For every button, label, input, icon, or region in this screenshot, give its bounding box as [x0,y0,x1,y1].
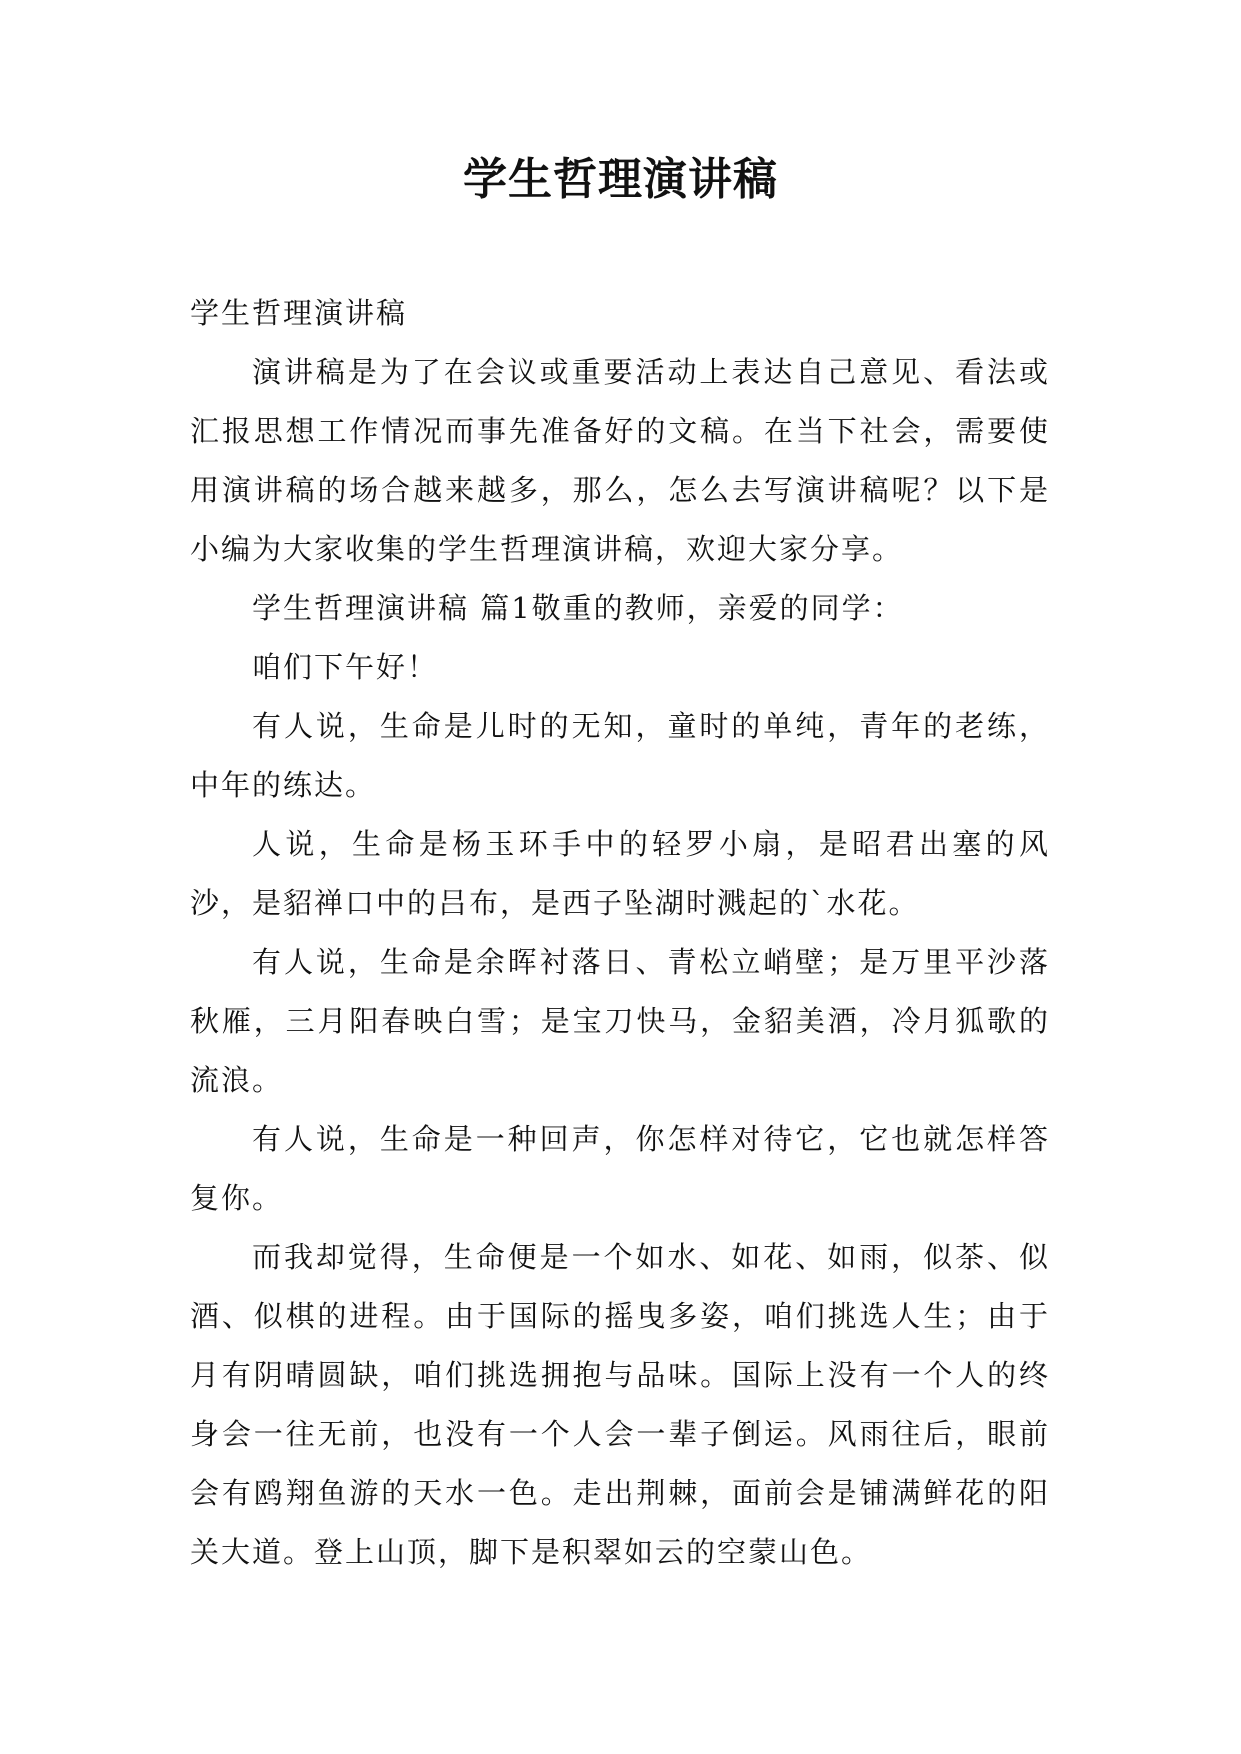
paragraph-good-afternoon: 咱们下午好！ [252,650,439,684]
paragraph-heading: 学生哲理演讲稿 [190,296,408,330]
paragraph-life-process: 而我却觉得，生命便是一个如水、如花、如雨，似茶、似酒、似棋的进程。由于国际的摇曳多姿，咱们挑选人生；由于月有阴晴圆缺，咱们挑选拥抱与品味。国际上没有一个人的终身会一往无前，也没有一个人会一辈子倒运。风雨往后，眼前会有鸥翔鱼游的天水一色。走出荆棘，面前会是铺满鲜花的阳关大道。登上山顶，脚下是积翠如云的空蒙山色。 [190,1240,1050,1569]
document-body [190,284,1050,1582]
paragraph-life-echo: 有人说，生命是一种回声，你怎样对待它，它也就怎样答复你。 [190,1122,1050,1215]
paragraph-life-ages: 有人说，生命是儿时的无知，童时的单纯，青年的老练，中年的练达。 [190,709,1050,802]
paragraph-intro: 演讲稿是为了在会议或重要活动上表达自己意见、看法或汇报思想工作情况而事先准备好的文稿。在当下社会，需要使用演讲稿的场合越来越多，那么，怎么去写演讲稿呢？以下是小编为大家收集的学生哲理演讲稿，欢迎大家分享。 [190,355,1050,566]
paragraph-life-scenery: 有人说，生命是余晖衬落日、青松立峭壁；是万里平沙落秋雁，三月阳春映白雪；是宝刀快马，金貂美酒，冷月狐歌的流浪。 [190,945,1050,1097]
document-title: 学生哲理演讲稿 [463,154,778,205]
paragraph-greeting: 学生哲理演讲稿 篇1敬重的教师，亲爱的同学： [252,591,904,625]
paragraph-life-history: 人说，生命是杨玉环手中的轻罗小扇，是昭君出塞的风沙，是貂禅口中的吕布，是西子坠湖时溅起的`水花。 [190,827,1050,920]
